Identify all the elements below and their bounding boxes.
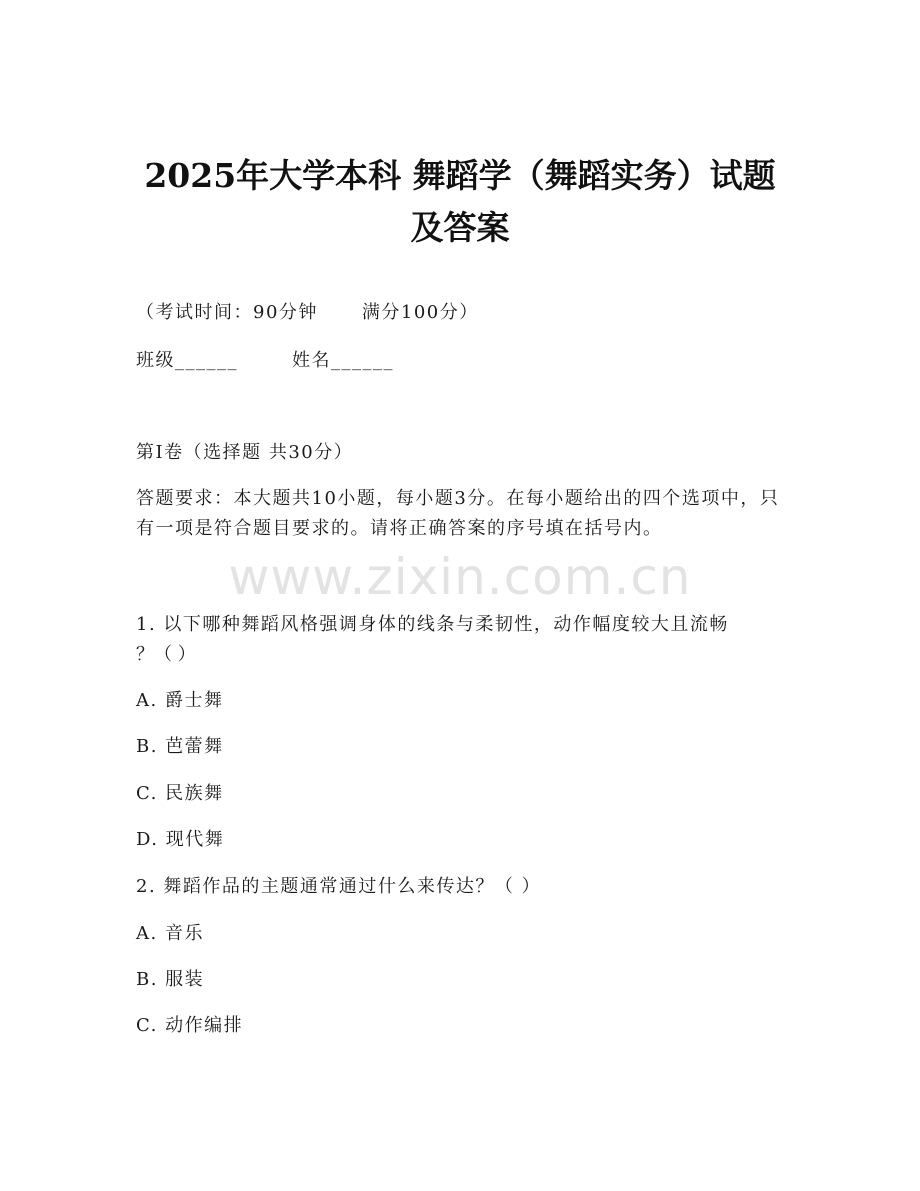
question-1-stem-cont: ？（ ） — [136, 644, 196, 665]
question-2-option-a: A. 音乐 — [136, 923, 204, 944]
student-info — [136, 346, 394, 376]
exam-full-score: 满分100分） — [361, 302, 479, 323]
document-title-line-2: 及答案 — [410, 208, 510, 247]
instructions: 答题要求：本大题共10小题，每小题3分。在每小题给出的四个选项中，只有一项是符合题目要求的。请将正确答案的序号填在括号内。 — [136, 488, 780, 539]
question-1-option-b: B. 芭蕾舞 — [136, 736, 224, 757]
question-2-option-c: C. 动作编排 — [136, 1015, 244, 1036]
question-2-option-b: B. 服装 — [136, 969, 205, 990]
class-field: 班级______ — [136, 350, 238, 371]
question-1-option-c: C. 民族舞 — [136, 783, 224, 804]
name-field: 姓名______ — [292, 350, 394, 371]
section-title: 第Ⅰ卷（选择题 共30分） — [136, 442, 354, 463]
question-2-stem: 2. 舞蹈作品的主题通常通过什么来传达？（ ） — [136, 876, 542, 897]
exam-time: （考试时间：90分钟 — [136, 302, 318, 323]
document-title — [120, 150, 800, 254]
question-1-option-d: D. 现代舞 — [136, 829, 225, 850]
document-title-line-1: 2025年大学本科 舞蹈学（舞蹈实务）试题 — [144, 156, 776, 195]
question-1-stem: 1. 以下哪种舞蹈风格强调身体的线条与柔韧性，动作幅度较大且流畅 — [136, 614, 729, 635]
question-1-option-a: A. 爵士舞 — [136, 690, 224, 711]
exam-info — [136, 298, 479, 328]
watermark: www.zixin.com.cn — [228, 548, 692, 606]
